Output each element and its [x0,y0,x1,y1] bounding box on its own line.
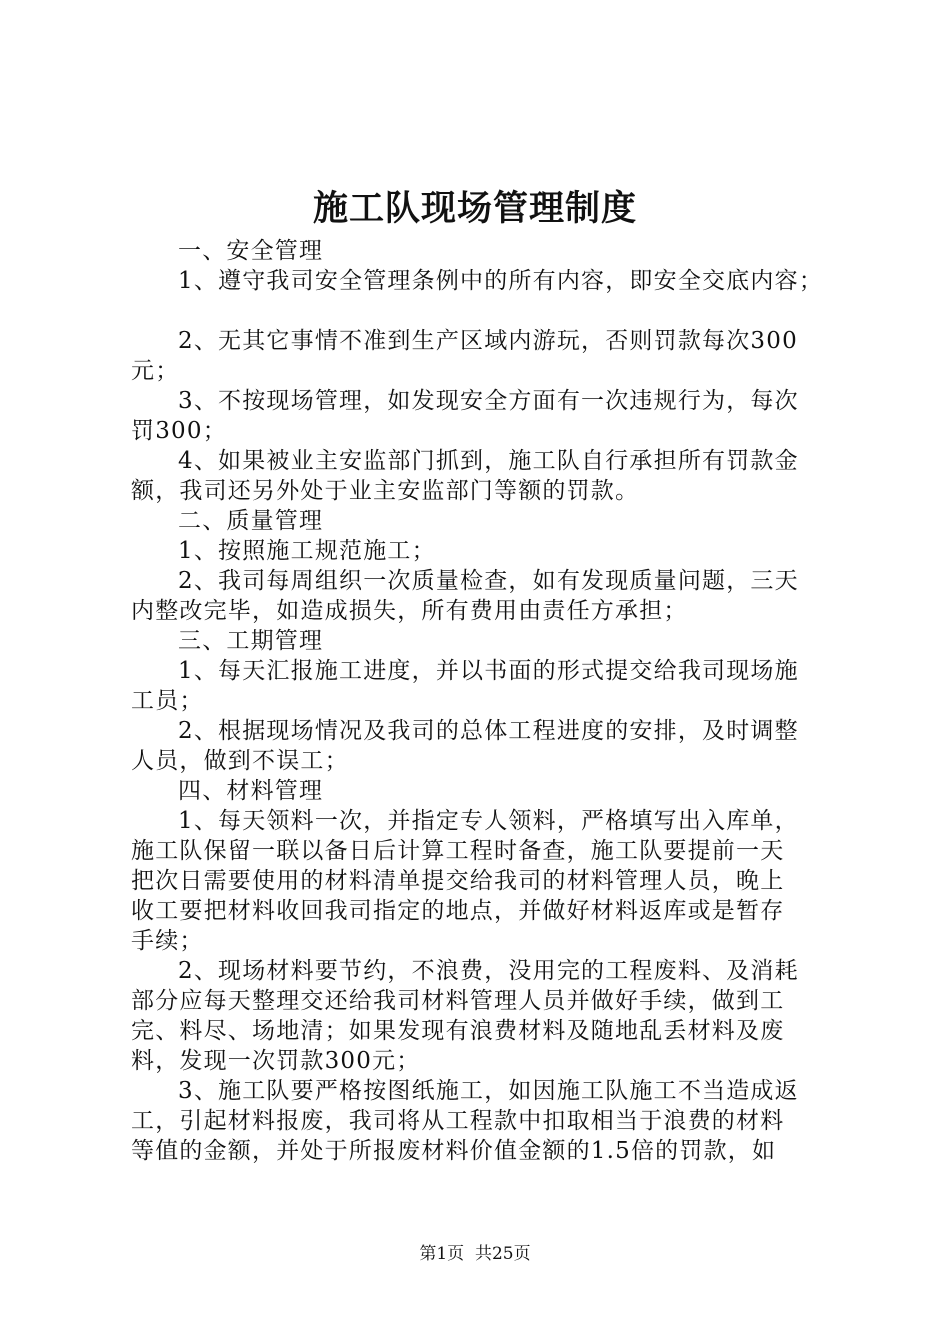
paragraph-line: 收工要把材料收回我司指定的地点，并做好材料返库或是暂存 [131,898,785,924]
paragraph-line: 3、施工队要严格按图纸施工，如因施工队施工不当造成返 [178,1078,799,1104]
paragraph-line: 1、按照施工规范施工； [178,538,436,564]
paragraph-line: 施工队保留一联以备日后计算工程时备查，施工队要提前一天 [131,838,785,864]
paragraph-line: 2、现场材料要节约，不浪费，没用完的工程废料、及消耗 [178,958,799,984]
paragraph-line: 元； [131,358,180,384]
paragraph-line: 部分应每天整理交还给我司材料管理人员并做好手续，做到工 [131,988,785,1014]
document-title: 施工队现场管理制度 [312,188,637,229]
paragraph-line: 3、不按现场管理，如发现安全方面有一次违规行为，每次 [178,388,799,414]
paragraph-line: 额，我司还另外处于业主安监部门等额的罚款。 [131,478,640,504]
page-number-footer: 第1页 共25页 [419,1244,531,1264]
paragraph-line: 2、根据现场情况及我司的总体工程进度的安排，及时调整 [178,718,799,744]
paragraph-line: 1、每天汇报施工进度，并以书面的形式提交给我司现场施 [178,658,799,684]
paragraph-line: 罚300； [131,418,227,444]
paragraph-line: 人员，做到不误工； [131,748,349,774]
paragraph-line: 等值的金额，并处于所报废材料价值金额的1.5倍的罚款，如 [131,1138,777,1164]
paragraph-line: 内整改完毕，如造成损失，所有费用由责任方承担； [131,598,688,624]
paragraph-line: 手续； [131,928,204,954]
paragraph-line: 完、料尽、场地清；如果发现有浪费材料及随地乱丢材料及废 [131,1018,785,1044]
paragraph-line: 2、我司每周组织一次质量检查，如有发现质量问题，三天 [178,568,799,594]
paragraph-line: 工员； [131,688,204,714]
paragraph-line: 工，引起材料报废，我司将从工程款中扣取相当于浪费的材料 [131,1108,785,1134]
paragraph-line: 4、如果被业主安监部门抓到，施工队自行承担所有罚款金 [178,448,799,474]
section-heading-schedule: 三、工期管理 [178,628,324,654]
section-heading-quality: 二、质量管理 [178,508,324,534]
section-heading-safety: 一、安全管理 [178,238,324,264]
section-heading-materials: 四、材料管理 [178,778,324,804]
paragraph-line: 1、遵守我司安全管理条例中的所有内容，即安全交底内容； [178,268,824,294]
paragraph-line: 把次日需要使用的材料清单提交给我司的材料管理人员，晚上 [131,868,785,894]
paragraph-line: 1、每天领料一次，并指定专人领料，严格填写出入库单， [178,808,799,834]
paragraph-line: 2、无其它事情不准到生产区域内游玩，否则罚款每次300 [178,328,798,354]
document-body [131,236,833,1166]
blank-line [131,296,833,326]
paragraph-line: 料，发现一次罚款300元； [131,1048,421,1074]
